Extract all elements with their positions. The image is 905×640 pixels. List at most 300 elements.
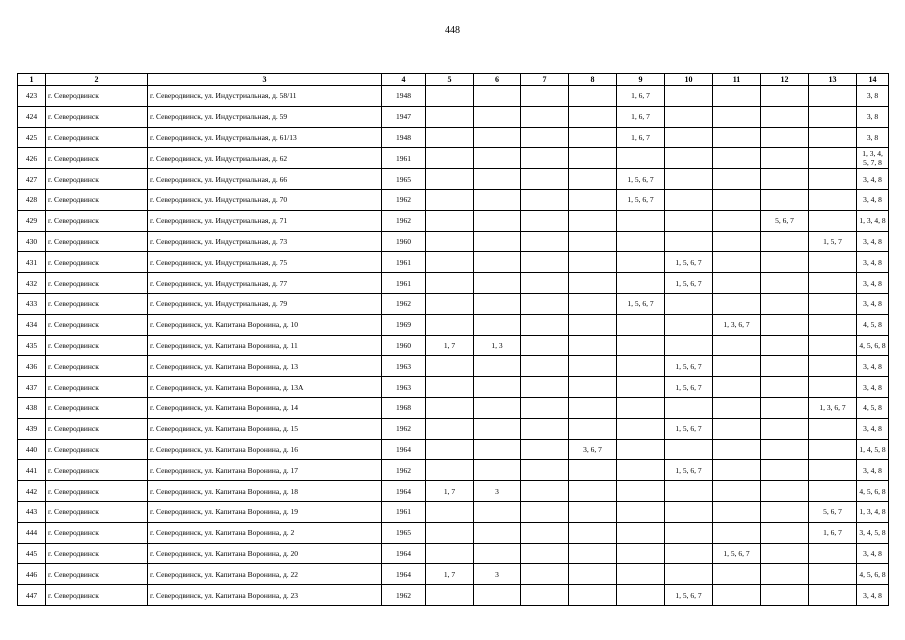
table-cell-col-5	[426, 127, 474, 148]
table-cell-col-10	[665, 481, 713, 502]
table-cell-col-9	[617, 585, 665, 606]
table-cell-col-14: 3, 4, 8	[857, 418, 889, 439]
table-cell-col-13	[809, 86, 857, 107]
table-cell-col-8	[569, 106, 617, 127]
table-cell-col-13: 1, 5, 7	[809, 231, 857, 252]
table-row	[18, 335, 889, 356]
table-cell-col-6	[474, 377, 521, 398]
table-cell-col-4: 1969	[382, 314, 426, 335]
table-cell-col-7	[521, 481, 569, 502]
table-cell-col-10: 1, 5, 6, 7	[665, 377, 713, 398]
table-cell-col-7	[521, 273, 569, 294]
table-cell-col-3: г. Северодвинск, ул. Капитана Воронина, д. 10	[148, 314, 382, 335]
table-row	[18, 543, 889, 564]
table-cell-col-11	[713, 397, 761, 418]
table-cell-col-5	[426, 585, 474, 606]
table-cell-col-5	[426, 252, 474, 273]
table-cell-col-10	[665, 210, 713, 231]
table-cell-col-6: 3	[474, 564, 521, 585]
table-cell-col-8	[569, 231, 617, 252]
table-cell-col-14: 4, 5, 6, 8	[857, 481, 889, 502]
table-cell-col-11	[713, 86, 761, 107]
table-cell-col-7	[521, 356, 569, 377]
table-cell-col-12	[761, 273, 809, 294]
table-cell-col-1: 438	[18, 397, 46, 418]
table-cell-col-11	[713, 460, 761, 481]
table-cell-col-3: г. Северодвинск, ул. Индустриальная, д. 61/13	[148, 127, 382, 148]
table-cell-col-3: г. Северодвинск, ул. Капитана Воронина, д. 17	[148, 460, 382, 481]
table-cell-col-10: 1, 5, 6, 7	[665, 460, 713, 481]
table-cell-col-5	[426, 189, 474, 210]
table-cell-col-7	[521, 418, 569, 439]
table-cell-col-9: 1, 6, 7	[617, 127, 665, 148]
table-cell-col-9: 1, 5, 6, 7	[617, 189, 665, 210]
table-cell-col-3: г. Северодвинск, ул. Индустриальная, д. 62	[148, 148, 382, 169]
table-cell-col-4: 1962	[382, 460, 426, 481]
table-cell-col-9: 1, 5, 6, 7	[617, 169, 665, 190]
table-cell-col-2: г. Северодвинск	[46, 106, 148, 127]
table-cell-col-9	[617, 314, 665, 335]
table-cell-col-14: 3, 4, 8	[857, 293, 889, 314]
column-header-4: 4	[382, 74, 426, 86]
table-cell-col-4: 1965	[382, 522, 426, 543]
table-row	[18, 189, 889, 210]
table-cell-col-9	[617, 418, 665, 439]
table-cell-col-1: 440	[18, 439, 46, 460]
table-cell-col-6	[474, 231, 521, 252]
table-cell-col-2: г. Северодвинск	[46, 252, 148, 273]
table-cell-col-9	[617, 501, 665, 522]
column-header-13: 13	[809, 74, 857, 86]
table-cell-col-7	[521, 86, 569, 107]
table-cell-col-10	[665, 293, 713, 314]
column-header-5: 5	[426, 74, 474, 86]
table-cell-col-8	[569, 356, 617, 377]
table-cell-col-5	[426, 210, 474, 231]
table-cell-col-14: 3, 4, 8	[857, 585, 889, 606]
table-cell-col-4: 1948	[382, 127, 426, 148]
table-cell-col-10: 1, 5, 6, 7	[665, 252, 713, 273]
table-cell-col-2: г. Северодвинск	[46, 210, 148, 231]
table-cell-col-2: г. Северодвинск	[46, 460, 148, 481]
table-cell-col-3: г. Северодвинск, ул. Индустриальная, д. 59	[148, 106, 382, 127]
table-cell-col-5	[426, 377, 474, 398]
table-cell-col-12	[761, 543, 809, 564]
table-cell-col-2: г. Северодвинск	[46, 189, 148, 210]
table-cell-col-11	[713, 252, 761, 273]
table-cell-col-1: 436	[18, 356, 46, 377]
table-cell-col-12	[761, 189, 809, 210]
table-row	[18, 377, 889, 398]
table-cell-col-14: 3, 4, 5, 8	[857, 522, 889, 543]
table-cell-col-2: г. Северодвинск	[46, 293, 148, 314]
table-cell-col-4: 1964	[382, 481, 426, 502]
table-cell-col-11	[713, 585, 761, 606]
table-cell-col-2: г. Северодвинск	[46, 148, 148, 169]
housing-register-table	[17, 73, 889, 606]
table-cell-col-1: 434	[18, 314, 46, 335]
table-cell-col-7	[521, 314, 569, 335]
table-cell-col-2: г. Северодвинск	[46, 543, 148, 564]
table-cell-col-14: 3, 4, 8	[857, 169, 889, 190]
table-cell-col-13	[809, 252, 857, 273]
table-cell-col-6	[474, 86, 521, 107]
table-cell-col-1: 435	[18, 335, 46, 356]
table-cell-col-14: 3, 4, 8	[857, 189, 889, 210]
table-cell-col-6	[474, 127, 521, 148]
table-cell-col-7	[521, 439, 569, 460]
table-cell-col-10	[665, 335, 713, 356]
table-row	[18, 356, 889, 377]
table-cell-col-3: г. Северодвинск, ул. Индустриальная, д. 70	[148, 189, 382, 210]
table-cell-col-3: г. Северодвинск, ул. Индустриальная, д. 75	[148, 252, 382, 273]
table-cell-col-11	[713, 127, 761, 148]
table-cell-col-6	[474, 169, 521, 190]
table-cell-col-1: 423	[18, 86, 46, 107]
table-cell-col-2: г. Северодвинск	[46, 564, 148, 585]
table-cell-col-1: 437	[18, 377, 46, 398]
table-cell-col-2: г. Северодвинск	[46, 377, 148, 398]
table-cell-col-5	[426, 86, 474, 107]
table-cell-col-2: г. Северодвинск	[46, 231, 148, 252]
table-cell-col-10	[665, 189, 713, 210]
page-number: 448	[445, 25, 460, 36]
table-cell-col-11	[713, 356, 761, 377]
table-cell-col-7	[521, 293, 569, 314]
table-cell-col-5	[426, 293, 474, 314]
table-cell-col-5	[426, 231, 474, 252]
table-cell-col-7	[521, 189, 569, 210]
table-cell-col-12	[761, 481, 809, 502]
table-row	[18, 293, 889, 314]
table-cell-col-2: г. Северодвинск	[46, 356, 148, 377]
table-cell-col-11	[713, 231, 761, 252]
table-cell-col-14: 1, 3, 4, 8	[857, 210, 889, 231]
table-row	[18, 86, 889, 107]
table-cell-col-2: г. Северодвинск	[46, 397, 148, 418]
table-cell-col-10	[665, 522, 713, 543]
table-cell-col-3: г. Северодвинск, ул. Капитана Воронина, д. 22	[148, 564, 382, 585]
table-cell-col-14: 3, 4, 8	[857, 377, 889, 398]
table-row	[18, 169, 889, 190]
table-cell-col-1: 425	[18, 127, 46, 148]
table-cell-col-2: г. Северодвинск	[46, 522, 148, 543]
table-cell-col-5: 1, 7	[426, 564, 474, 585]
table-cell-col-4: 1964	[382, 564, 426, 585]
table-cell-col-5	[426, 418, 474, 439]
table-cell-col-1: 447	[18, 585, 46, 606]
table-cell-col-4: 1964	[382, 543, 426, 564]
table-cell-col-9	[617, 252, 665, 273]
column-header-14: 14	[857, 74, 889, 86]
table-cell-col-6	[474, 148, 521, 169]
table-cell-col-9	[617, 335, 665, 356]
table-cell-col-3: г. Северодвинск, ул. Капитана Воронина, д. 13А	[148, 377, 382, 398]
table-cell-col-9: 1, 6, 7	[617, 106, 665, 127]
table-cell-col-9	[617, 273, 665, 294]
table-cell-col-11	[713, 106, 761, 127]
table-cell-col-1: 439	[18, 418, 46, 439]
table-cell-col-11	[713, 148, 761, 169]
table-cell-col-8	[569, 293, 617, 314]
table-cell-col-8	[569, 86, 617, 107]
table-row	[18, 481, 889, 502]
table-cell-col-4: 1948	[382, 86, 426, 107]
table-cell-col-1: 446	[18, 564, 46, 585]
table-cell-col-13	[809, 189, 857, 210]
column-header-10: 10	[665, 74, 713, 86]
table-row	[18, 564, 889, 585]
table-cell-col-7	[521, 397, 569, 418]
table-cell-col-12	[761, 231, 809, 252]
table-cell-col-8	[569, 189, 617, 210]
table-cell-col-13: 1, 6, 7	[809, 522, 857, 543]
table-cell-col-7	[521, 377, 569, 398]
table-cell-col-5	[426, 397, 474, 418]
table-cell-col-13	[809, 293, 857, 314]
table-cell-col-4: 1962	[382, 585, 426, 606]
table-cell-col-4: 1962	[382, 189, 426, 210]
table-cell-col-7	[521, 106, 569, 127]
table-cell-col-2: г. Северодвинск	[46, 439, 148, 460]
table-cell-col-1: 442	[18, 481, 46, 502]
table-cell-col-12	[761, 522, 809, 543]
table-cell-col-11	[713, 293, 761, 314]
table-cell-col-1: 430	[18, 231, 46, 252]
table-cell-col-6	[474, 522, 521, 543]
table-cell-col-2: г. Северодвинск	[46, 481, 148, 502]
table-cell-col-12	[761, 293, 809, 314]
table-cell-col-14: 3, 4, 8	[857, 543, 889, 564]
table-cell-col-7	[521, 501, 569, 522]
table-row	[18, 252, 889, 273]
table-cell-col-14: 4, 5, 6, 8	[857, 564, 889, 585]
table-cell-col-11	[713, 273, 761, 294]
table-header-row	[18, 74, 889, 86]
table-cell-col-11: 1, 3, 6, 7	[713, 314, 761, 335]
table-cell-col-6	[474, 501, 521, 522]
table-cell-col-4: 1962	[382, 293, 426, 314]
table-cell-col-7	[521, 231, 569, 252]
table-cell-col-2: г. Северодвинск	[46, 418, 148, 439]
table-cell-col-6	[474, 106, 521, 127]
table-cell-col-6	[474, 189, 521, 210]
table-cell-col-10	[665, 501, 713, 522]
table-cell-col-3: г. Северодвинск, ул. Капитана Воронина, д. 23	[148, 585, 382, 606]
table-cell-col-2: г. Северодвинск	[46, 314, 148, 335]
table-cell-col-4: 1962	[382, 418, 426, 439]
table-cell-col-2: г. Северодвинск	[46, 273, 148, 294]
table-cell-col-14: 4, 5, 8	[857, 397, 889, 418]
table-cell-col-7	[521, 460, 569, 481]
table-cell-col-8: 3, 6, 7	[569, 439, 617, 460]
table-row	[18, 106, 889, 127]
table-row	[18, 273, 889, 294]
table-cell-col-1: 426	[18, 148, 46, 169]
table-cell-col-4: 1961	[382, 148, 426, 169]
table-cell-col-5	[426, 169, 474, 190]
table-cell-col-11	[713, 335, 761, 356]
table-cell-col-3: г. Северодвинск, ул. Капитана Воронина, д. 20	[148, 543, 382, 564]
table-cell-col-5: 1, 7	[426, 335, 474, 356]
table-cell-col-1: 431	[18, 252, 46, 273]
table-cell-col-12	[761, 356, 809, 377]
table-cell-col-4: 1961	[382, 501, 426, 522]
table-cell-col-14: 1, 4, 5, 8	[857, 439, 889, 460]
table-cell-col-1: 433	[18, 293, 46, 314]
table-cell-col-5	[426, 148, 474, 169]
table-cell-col-14: 3, 4, 8	[857, 273, 889, 294]
table-cell-col-6	[474, 543, 521, 564]
table-cell-col-8	[569, 252, 617, 273]
table-cell-col-14: 4, 5, 8	[857, 314, 889, 335]
table-cell-col-6	[474, 397, 521, 418]
table-cell-col-6	[474, 439, 521, 460]
table-cell-col-5	[426, 501, 474, 522]
table-cell-col-13	[809, 356, 857, 377]
table-row	[18, 148, 889, 169]
table-row	[18, 314, 889, 335]
table-cell-col-11	[713, 481, 761, 502]
table-cell-col-9	[617, 522, 665, 543]
table-cell-col-9	[617, 148, 665, 169]
table-cell-col-14: 3, 8	[857, 86, 889, 107]
column-header-8: 8	[569, 74, 617, 86]
column-header-9: 9	[617, 74, 665, 86]
table-cell-col-8	[569, 543, 617, 564]
table-cell-col-13	[809, 210, 857, 231]
table-cell-col-4: 1968	[382, 397, 426, 418]
table-cell-col-13	[809, 314, 857, 335]
table-cell-col-12	[761, 86, 809, 107]
table-cell-col-6	[474, 585, 521, 606]
table-cell-col-8	[569, 460, 617, 481]
table-cell-col-7	[521, 522, 569, 543]
table-cell-col-5	[426, 356, 474, 377]
table-cell-col-14: 1, 3, 4, 5, 7, 8	[857, 148, 889, 169]
table-cell-col-10: 1, 5, 6, 7	[665, 356, 713, 377]
table-cell-col-8	[569, 169, 617, 190]
table-cell-col-4: 1960	[382, 231, 426, 252]
table-cell-col-13	[809, 460, 857, 481]
table-cell-col-1: 443	[18, 501, 46, 522]
table-cell-col-10	[665, 439, 713, 460]
table-cell-col-4: 1947	[382, 106, 426, 127]
table-cell-col-12	[761, 252, 809, 273]
table-cell-col-8	[569, 501, 617, 522]
table-cell-col-13	[809, 148, 857, 169]
table-cell-col-1: 428	[18, 189, 46, 210]
table-body	[18, 86, 889, 606]
table-cell-col-7	[521, 210, 569, 231]
table-cell-col-8	[569, 585, 617, 606]
table-cell-col-11	[713, 564, 761, 585]
table-cell-col-6	[474, 356, 521, 377]
table-cell-col-7	[521, 564, 569, 585]
table-cell-col-9	[617, 210, 665, 231]
table-cell-col-14: 3, 4, 8	[857, 252, 889, 273]
table-cell-col-4: 1960	[382, 335, 426, 356]
table-cell-col-9	[617, 439, 665, 460]
table-cell-col-3: г. Северодвинск, ул. Индустриальная, д. 79	[148, 293, 382, 314]
table-cell-col-13	[809, 169, 857, 190]
table-cell-col-1: 432	[18, 273, 46, 294]
table-cell-col-7	[521, 335, 569, 356]
table-cell-col-8	[569, 522, 617, 543]
table-cell-col-11	[713, 210, 761, 231]
table-cell-col-5: 1, 7	[426, 481, 474, 502]
table-row	[18, 585, 889, 606]
table-cell-col-8	[569, 481, 617, 502]
table-cell-col-3: г. Северодвинск, ул. Индустриальная, д. 58/11	[148, 86, 382, 107]
table-cell-col-3: г. Северодвинск, ул. Капитана Воронина, д. 14	[148, 397, 382, 418]
table-cell-col-13	[809, 418, 857, 439]
table-cell-col-9	[617, 460, 665, 481]
table-cell-col-13	[809, 106, 857, 127]
table-cell-col-3: г. Северодвинск, ул. Капитана Воронина, д. 16	[148, 439, 382, 460]
table-cell-col-5	[426, 314, 474, 335]
table-cell-col-14: 3, 4, 8	[857, 460, 889, 481]
table-row	[18, 501, 889, 522]
table-cell-col-9	[617, 397, 665, 418]
table-cell-col-8	[569, 335, 617, 356]
table-cell-col-13	[809, 564, 857, 585]
table-cell-col-12	[761, 460, 809, 481]
table-cell-col-8	[569, 564, 617, 585]
table-cell-col-3: г. Северодвинск, ул. Индустриальная, д. 66	[148, 169, 382, 190]
table-cell-col-8	[569, 273, 617, 294]
table-cell-col-5	[426, 543, 474, 564]
table-cell-col-2: г. Северодвинск	[46, 501, 148, 522]
table-cell-col-2: г. Северодвинск	[46, 169, 148, 190]
table-cell-col-10	[665, 127, 713, 148]
table-cell-col-4: 1961	[382, 252, 426, 273]
table-cell-col-11	[713, 439, 761, 460]
table-cell-col-5	[426, 106, 474, 127]
table-cell-col-10	[665, 543, 713, 564]
table-cell-col-12	[761, 377, 809, 398]
table-cell-col-12	[761, 418, 809, 439]
table-cell-col-8	[569, 397, 617, 418]
table-cell-col-5	[426, 273, 474, 294]
table-cell-col-12	[761, 501, 809, 522]
column-header-3: 3	[148, 74, 382, 86]
table-cell-col-3: г. Северодвинск, ул. Капитана Воронина, д. 15	[148, 418, 382, 439]
table-cell-col-10	[665, 397, 713, 418]
table-cell-col-13: 1, 3, 6, 7	[809, 397, 857, 418]
table-cell-col-10	[665, 169, 713, 190]
table-cell-col-9	[617, 356, 665, 377]
table-row	[18, 439, 889, 460]
table-cell-col-9	[617, 543, 665, 564]
table-cell-col-7	[521, 252, 569, 273]
table-cell-col-9	[617, 481, 665, 502]
table-cell-col-7	[521, 543, 569, 564]
table-cell-col-13	[809, 273, 857, 294]
table-cell-col-10	[665, 231, 713, 252]
table-cell-col-13: 5, 6, 7	[809, 501, 857, 522]
table-cell-col-14: 3, 8	[857, 127, 889, 148]
table-cell-col-10	[665, 564, 713, 585]
table-cell-col-13	[809, 377, 857, 398]
table-cell-col-12	[761, 439, 809, 460]
table-cell-col-7	[521, 585, 569, 606]
table-cell-col-12	[761, 169, 809, 190]
table-cell-col-7	[521, 148, 569, 169]
table-cell-col-12	[761, 564, 809, 585]
table-cell-col-1: 445	[18, 543, 46, 564]
table-cell-col-4: 1964	[382, 439, 426, 460]
